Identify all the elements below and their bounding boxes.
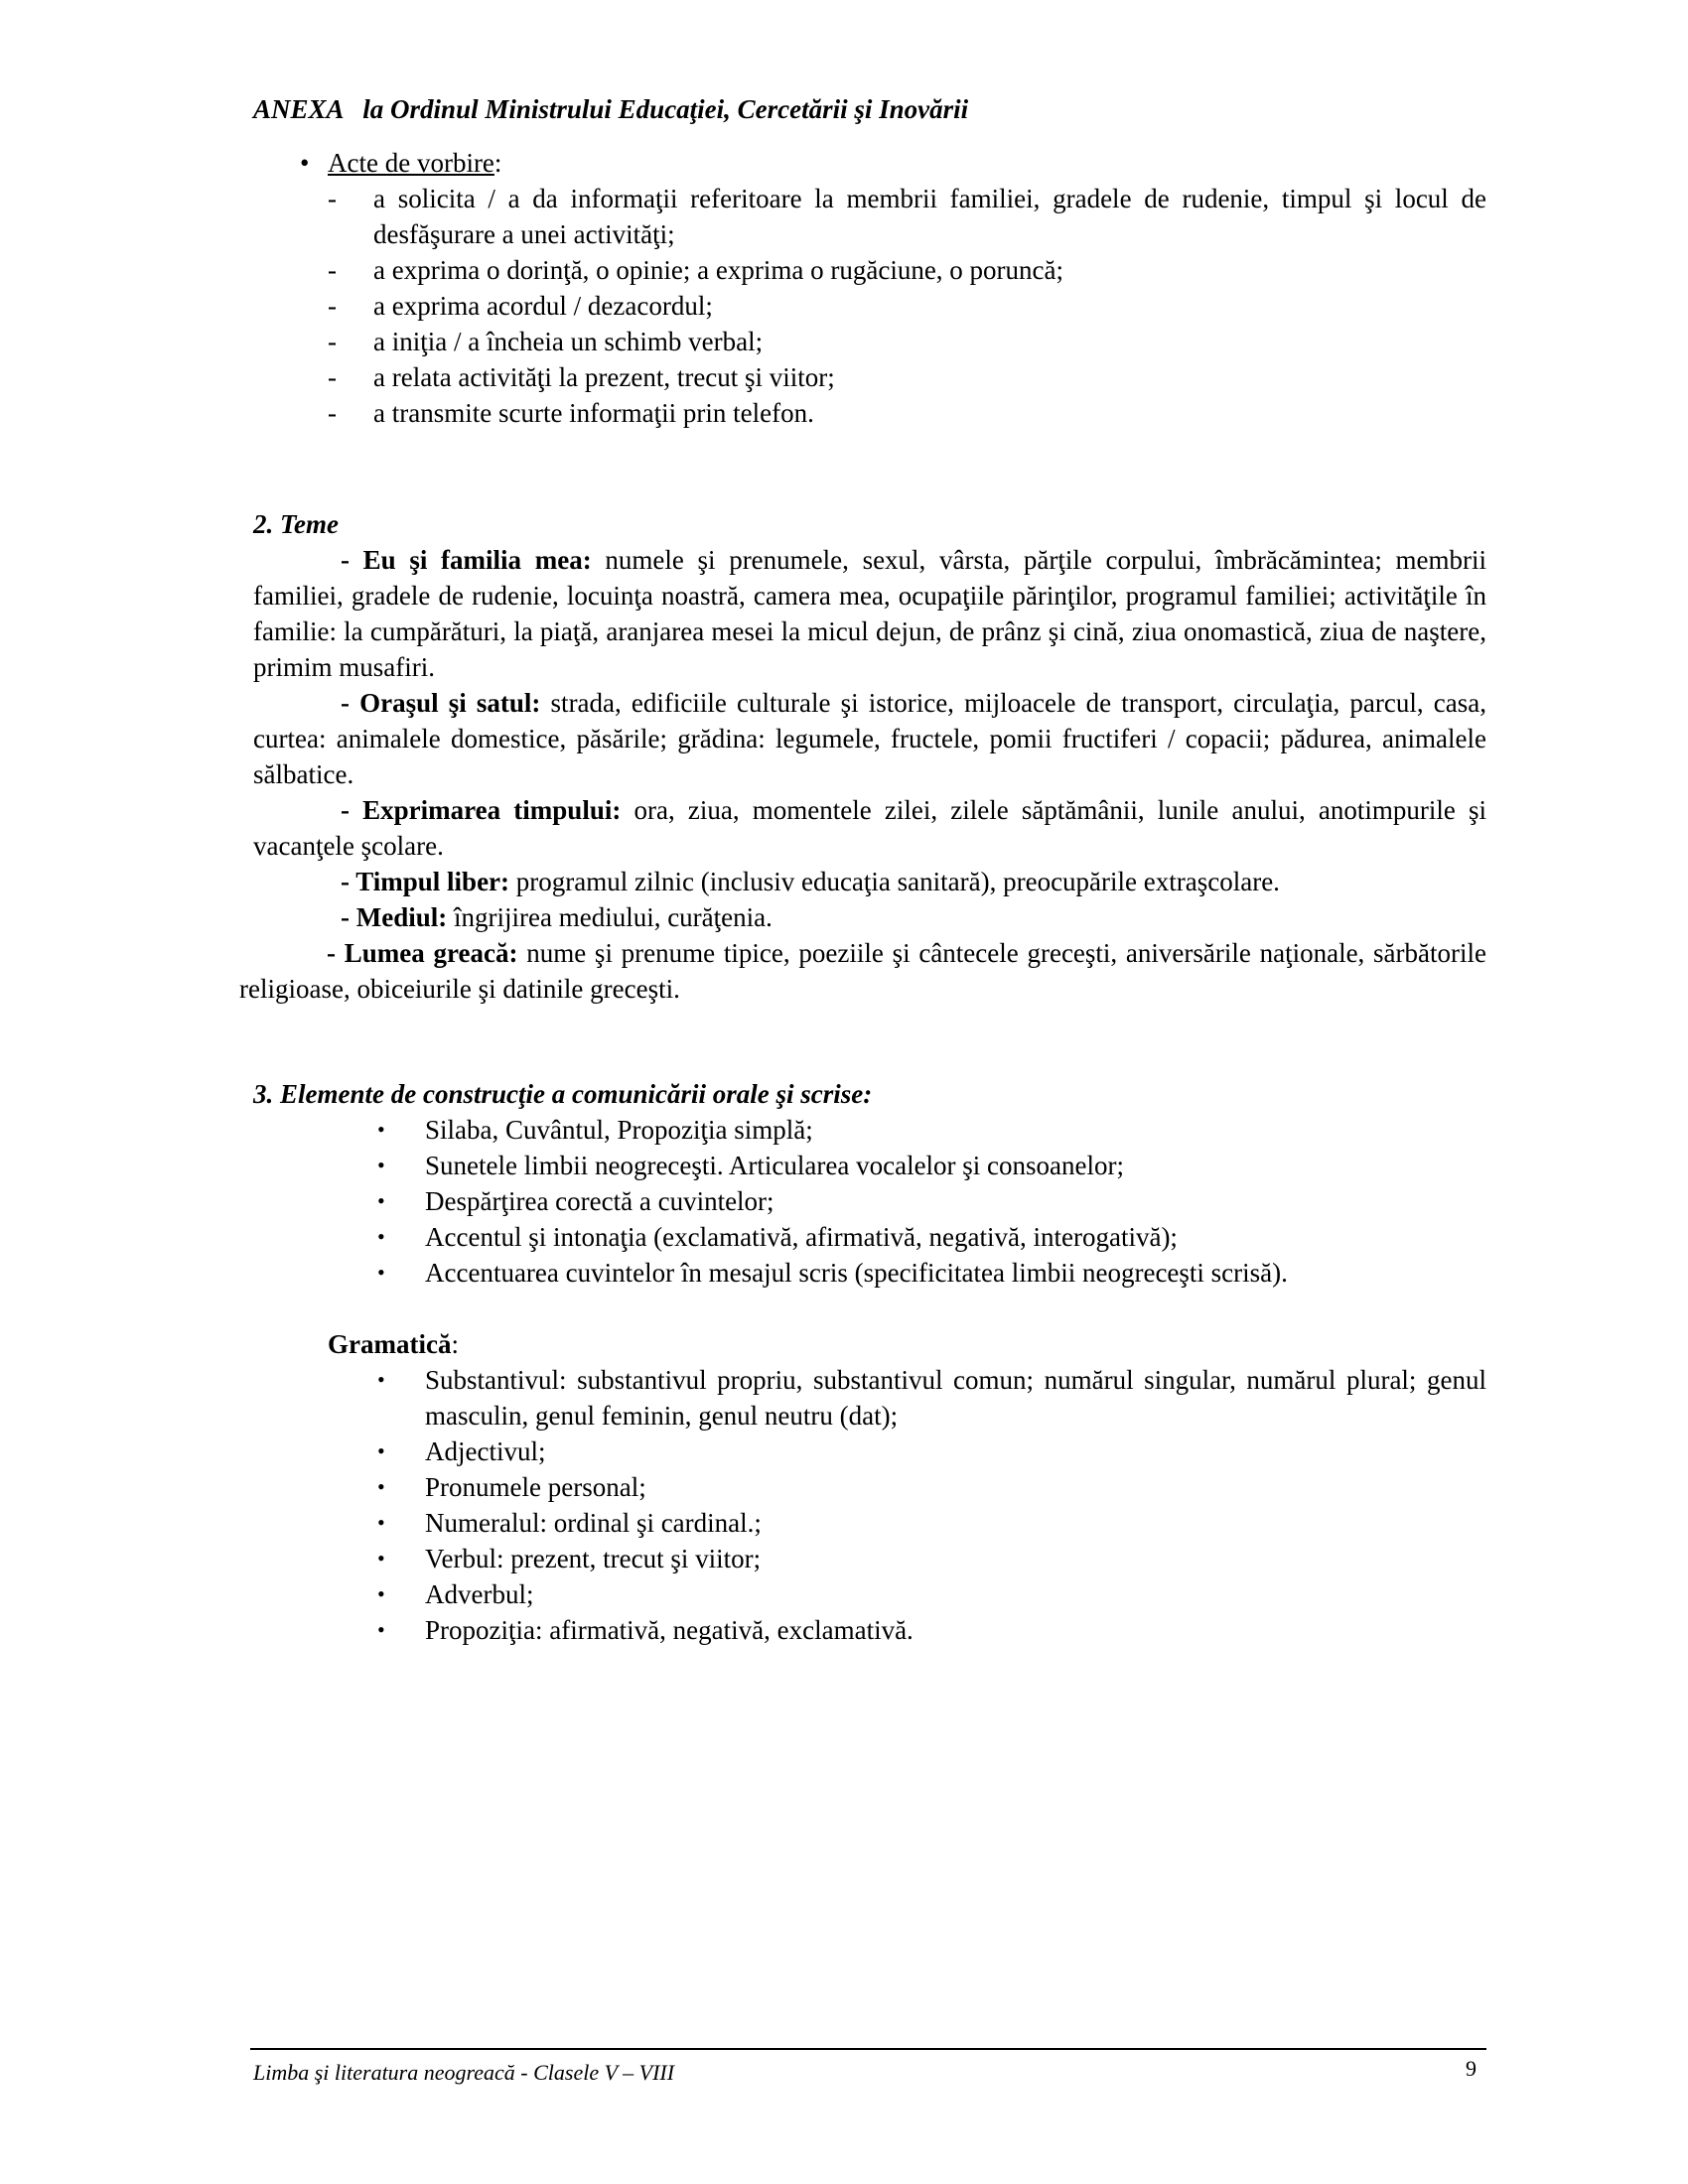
dash-icon: - [328,291,337,321]
bullet-icon: • [377,1438,385,1463]
section-title-teme: 2. Teme [253,509,339,539]
teme-text: strada, edificiile culturale şi istorice, mijloacele de transport, circulaţia, parcul, casa, curtea: animalele domestice, păsările; grădina: legumele, fructele, pomii fructiferi / copacii; pădurea, animalele sălbatice. [253,688,1486,789]
bullet-icon: • [377,1153,385,1177]
list-item [328,359,1486,395]
list-item [377,1255,1486,1291]
teme-paragraph [253,542,1486,685]
teme-paragraph [253,899,1486,935]
list-item [377,1469,1486,1505]
teme-paragraph [253,864,1486,899]
acte-colon: : [493,148,502,178]
list-item [377,1505,1486,1541]
acte-label: Acte de vorbire [328,148,494,178]
teme-text: îngrijirea mediului, curăţenia. [447,902,773,932]
elemente-item: Accentuarea cuvintelor în mesajul scris (specificitatea limbii neogreceşti scrisă). [425,1258,1288,1288]
gramatica-item: Verbul: prezent, trecut şi viitor; [425,1544,762,1573]
list-item [328,181,1486,252]
teme-paragraph [253,792,1486,864]
header-anexa: ANEXA [253,94,344,124]
bullet-icon: • [377,1474,385,1499]
teme-text: nume şi prenume tipice, poeziile şi cântecele greceşti, aniversările naţionale, sărbătorile religioase, obiceiurile şi datinile greceşti. [239,938,1486,1004]
list-item [377,1148,1486,1183]
elemente-item: Accentul şi intonaţia (exclamativă, afirmativă, negativă, interogativă); [425,1222,1178,1252]
teme-topic: - Timpul liber: [341,867,510,896]
elemente-item: Silaba, Cuvântul, Propoziţia simplă; [425,1115,813,1145]
bullet-icon: • [377,1367,385,1392]
dash-icon: - [328,327,337,356]
acte-item: a relata activităţi la prezent, trecut şi viitor; [373,362,835,392]
list-item [377,1541,1486,1576]
gramatica-item: Adverbul; [425,1579,534,1609]
elemente-item: Sunetele limbii neogreceşti. Articularea vocalelor şi consoanelor; [425,1151,1125,1180]
teme-text: numele şi prenumele, sexul, vârsta, părţile corpului, îmbrăcămintea; membrii familiei, gradele de rudenie, locuinţa noastră, camera mea, ocupaţiile părinţilor, programul familiei; activităţile în familie: la cumpărături, la piaţă, aranjarea mesei la micul dejun, de prânz şi cină, ziua onomastică, ziua de naştere, primim musafiri. [253,545,1486,682]
bullet-icon: • [377,1546,385,1570]
teme-paragraph [239,935,1486,1007]
gramatica-label: Gramatică [328,1329,452,1359]
page-header [253,91,968,127]
list-item [377,1612,1486,1648]
gramatica-item: Adjectivul; [425,1436,546,1466]
elemente-item: Despărţirea corectă a cuvintelor; [425,1186,774,1216]
acte-item: a exprima o dorinţă, o opinie; a exprima o rugăciune, o poruncă; [373,255,1064,285]
list-item [377,1219,1486,1255]
list-item [328,395,1486,431]
list-item [328,288,1486,324]
list-item [377,1112,1486,1148]
bullet-icon: • [377,1260,385,1285]
list-item [377,1433,1486,1469]
acte-item: a solicita / a da informaţii referitoare la membrii familiei, gradele de rudenie, timpul şi locul de desfăşurare a unei activităţi; [373,184,1486,249]
footer-title: Limba şi literatura neogreacă - Clasele V – VIII [253,2060,675,2085]
list-item [377,1576,1486,1612]
gramatica-colon: : [451,1329,459,1359]
acte-item: a exprima acordul / dezacordul; [373,291,713,321]
list-item [377,1362,1486,1433]
acte-section [300,145,1486,431]
header-order: la Ordinul Ministrului Educaţiei, Cercetării şi Inovării [362,94,969,124]
bullet-icon: • [377,1188,385,1213]
gramatica-item: Pronumele personal; [425,1472,646,1502]
bullet-icon: • [377,1224,385,1249]
bullet-icon: • [377,1117,385,1142]
teme-topic: - Lumea greacă: [327,938,518,968]
elemente-list [377,1112,1486,1291]
list-item [328,252,1486,288]
bullet-icon: • [300,148,310,178]
bullet-icon: • [377,1510,385,1535]
acte-item: a transmite scurte informaţii prin telefon. [373,398,814,428]
footer-divider [250,2048,1486,2050]
section-title-gramatica [328,1326,459,1362]
section-title-elemente: 3. Elemente de construcţie a comunicării orale şi scrise: [253,1079,873,1109]
bullet-icon: • [377,1617,385,1642]
dash-icon: - [328,184,337,213]
list-item [377,1183,1486,1219]
teme-text: programul zilnic (inclusiv educaţia sanitară), preocupările extraşcolare. [509,867,1280,896]
gramatica-list [377,1362,1486,1648]
acte-item: a iniţia / a încheia un schimb verbal; [373,327,764,356]
bullet-icon: • [377,1581,385,1606]
gramatica-item: Substantivul: substantivul propriu, substantivul comun; numărul singular, numărul plural; genul masculin, genul feminin, genul neutru (dat); [425,1365,1486,1431]
gramatica-item: Propoziţia: afirmativă, negativă, exclamativă. [425,1615,914,1645]
teme-section [239,542,1487,1007]
teme-text: ora, ziua, momentele zilei, zilele săptămânii, lunile anului, anotimpurile şi vacanţele şcolare. [253,795,1487,861]
dash-icon: - [328,398,337,428]
teme-topic: - Mediul: [341,902,448,932]
page-number: 9 [1466,2056,1477,2081]
gramatica-item: Numeralul: ordinal şi cardinal.; [425,1508,762,1538]
teme-topic: - Exprimarea timpului: [341,795,622,825]
teme-topic: - Eu şi familia mea: [341,545,592,575]
dash-icon: - [328,255,337,285]
list-item [328,324,1486,359]
teme-topic: - Oraşul şi satul: [341,688,541,718]
acte-heading [300,145,1486,181]
dash-icon: - [328,362,337,392]
teme-paragraph [253,685,1486,792]
